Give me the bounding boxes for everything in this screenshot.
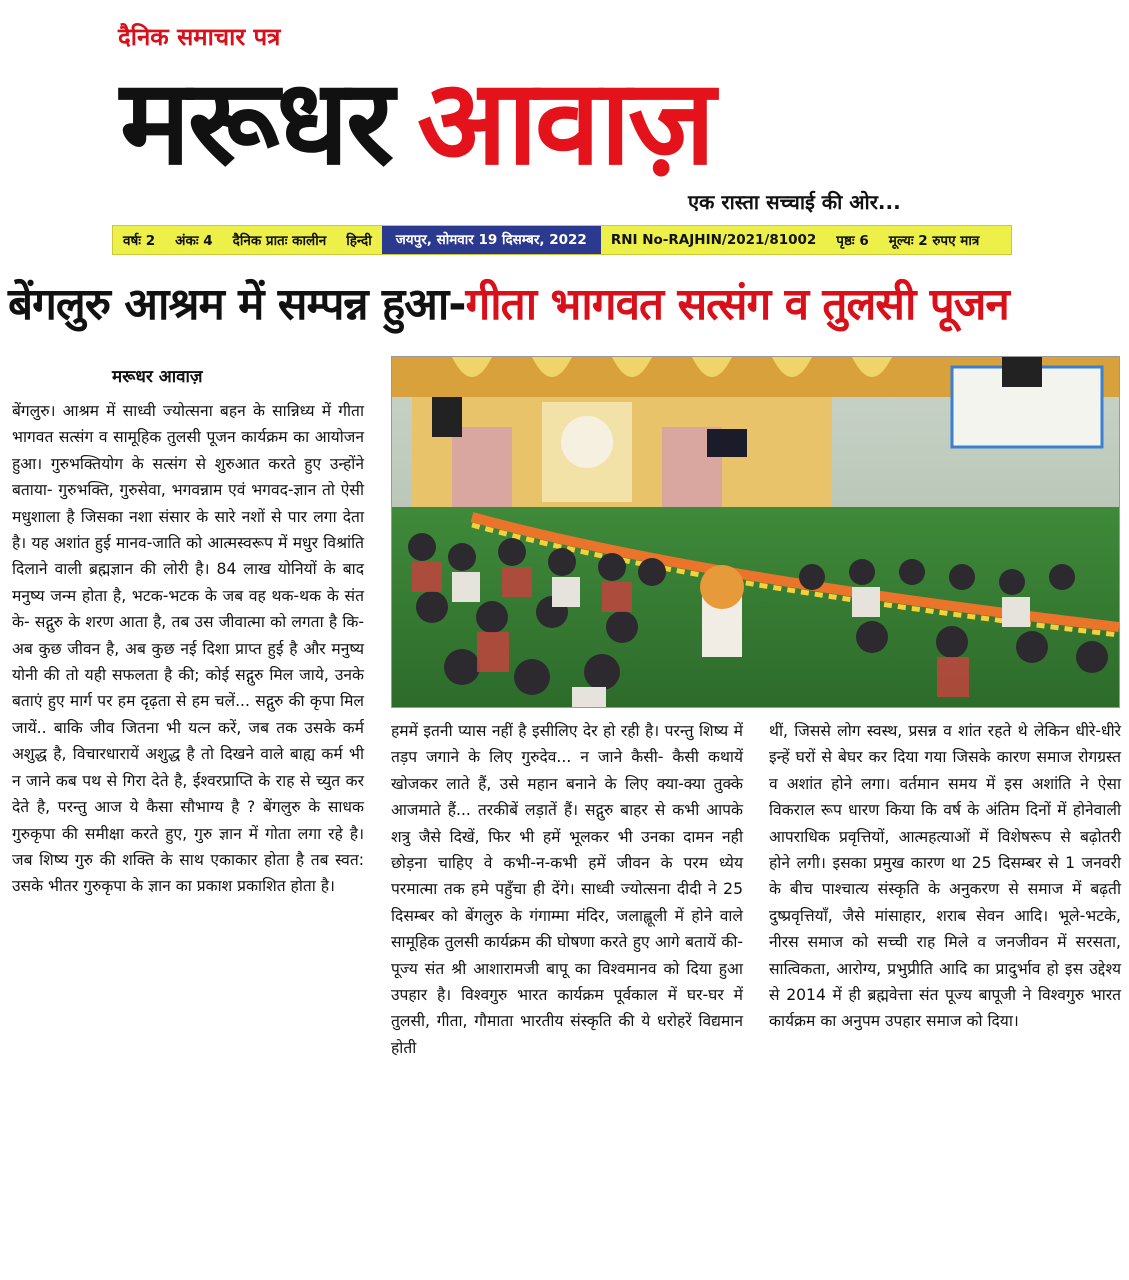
info-edition: दैनिक प्रातः कालीन (232, 233, 327, 249)
masthead-motto: एक रास्ता सच्चाई की ओर... (688, 190, 901, 214)
info-issue: अंकः 4 (175, 233, 213, 249)
info-rni: RNI No-RAJHIN/2021/81002 (610, 232, 817, 248)
article-byline: मरूधर आवाज़ (112, 367, 203, 387)
article-column-1: बेंगलुरु। आश्रम में साध्वी ज्योत्सना बहन के सान्निध्य में गीता भागवत सत्संग व सामूहिक तुलसी पूजन कार्यक्रम का आयोजन हुआ। गुरुभक्तियोग के सत्संग से शुरुआत करते हुए उन्होंने बताया- गुरुभक्ति, गुरुसेवा, भगवन्नाम एवं भगवद-ज्ञान तो ऐसी मधुशाला है जिसका नशा संसार के सारे नशों से पार लगा देता है। यह अशांत हुई मानव-जाति को आत्मस्वरूप में मधुर विश्रांति दिलाने वाली ब्रह्मज्ञान की लोरी है। 84 लाख योनियों के बाद मनुष्य जन्म होता है, भटक-भटक के जब वह थक-थक के संत के- सद्गुरु के शरण आता है, तब उस जीवात्मा को लगता है कि- अब कुछ जीवन है, अब कुछ नई दिशा प्राप्त हुई है और मनुष्य योनी की तो यही सफलता है की; कोई सद्गुरु मिल जाये, उनके बताएं हुए मार्ग पर हम दृढ़ता से हम चलें... सद्गुरु की कृपा मिल जायें.. बाकि जीव जितना भी यत्न करें, जब तक उसके कर्म अशुद्ध है, विचारधारायें अशुद्ध है तो दिखने वाले बाह्य कर्म भी न जाने कब पथ से गिरा देते है, ईश्वरप्राप्ति के राह से च्युत कर देते है, परन्तु आज ये कैसा सौभाग्य है ? बेंगलुरु के साधक गुरुकृपा की समीक्षा करते हुए, गुरु ज्ञान में गोता लगा रहे है। जब शिष्य गुरु की शक्ति के साथ एकाकार होता है तब स्वत: उसके भीतर गुरुकृपा के ज्ञान का प्रकाश प्रकाशित होता है। (12, 402, 364, 896)
headline-part1: बेंगलुरु आश्रम में सम्पन्न हुआ- (8, 279, 466, 330)
article-column-3: थीं, जिससे लोग स्वस्थ, प्रसन्न व शांत रहते थे लेकिन धीरे-धीरे इन्हें घरों से बेघर कर दिया गया जिसके कारण समाज रोगग्रस्त व अशांत होने लगा। वर्तमान समय में इस अशांति ने ऐसा विकराल रूप धारण किया कि वर्ष के अंतिम दिनों में होनेवाली आपराधिक प्रवृत्तियों, आत्महत्याओं में विशेषरूप से बढ़ोतरी होने लगी। इसका प्रमुख कारण था 25 दिसम्बर से 1 जनवरी के बीच पाश्चात्य संस्कृति के अनुकरण से समाज में बढ़ती दुष्प्रवृत्तियाँ, जैसे मांसाहार, शराब सेवन आदि। भूले-भटके, नीरस समाज को सच्ची राह मिले व जनजीवन में सरसता, सात्विकता, आरोग्य, प्रभुप्रीति आदि का प्रादुर्भाव हो इस उद्देश्य से 2014 में ही ब्रह्मवेत्ता संत पूज्य बापूजी ने विश्वगुरु भारत कार्यक्रम का अनुपम उपहार समाज को दिया। (769, 722, 1121, 1031)
event-photo (391, 356, 1120, 708)
article-column-2: हममें इतनी प्यास नहीं है इसीलिए देर हो रही है। परन्तु शिष्य में तड़प जगाने के लिए गुरुदेव... न जाने कैसी- कैसी कथायें खोजकर लाते हैं, उसे महान बनाने के लिए क्या-क्या तुक्के आजमाते हैं... तरकीबें लड़ातें हैं। सद्गुरु बाहर से कभी आपके शत्रु जैसे दिखें, फिर भी हमें भूलकर भी उनका दामन नही छोड़ना चाहिए वे कभी-न-कभी हमें जीवन के परम ध्येय परमात्मा तक हमे पहुँचा ही देंगे। साध्वी ज्योत्सना दीदी ने 25 दिसम्बर को बेंगलुरु के गंगाम्मा मंदिर, जलाह्लूली में होने वाले सामूहिक तुलसी कार्यक्रम की घोषणा करते हुए आगे बतायें की- पूज्य संत श्री आशारामजी बापू का विश्वमानव को दिया हुआ उपहार है। विश्वगुरु भारत कार्यक्रम पूर्वकाल में घर-घर में तुलसी, गीता, गौमाता भारतीय संस्कृति की ये धरोहरें विद्यमान होती (391, 722, 743, 1057)
newspaper-masthead (120, 52, 1020, 192)
masthead-name-part2: आवाज़ (417, 53, 713, 191)
info-date: जयपुर, सोमवार 19 दिसम्बर, 2022 (382, 226, 601, 254)
masthead-tagline: दैनिक समाचार पत्र (118, 23, 281, 51)
info-year: वर्षः 2 (123, 233, 156, 249)
info-price: मूल्यः 2 रुपए मात्र (888, 233, 980, 249)
info-language: हिन्दी (346, 233, 372, 249)
info-bar (112, 225, 1012, 255)
masthead-name-part1: मरूधर (120, 53, 392, 191)
headline-part2: गीता भागवत सत्संग व तुलसी पूजन (465, 279, 1009, 330)
info-pages: पृष्ठः 6 (836, 233, 869, 249)
article-headline (8, 268, 1123, 342)
